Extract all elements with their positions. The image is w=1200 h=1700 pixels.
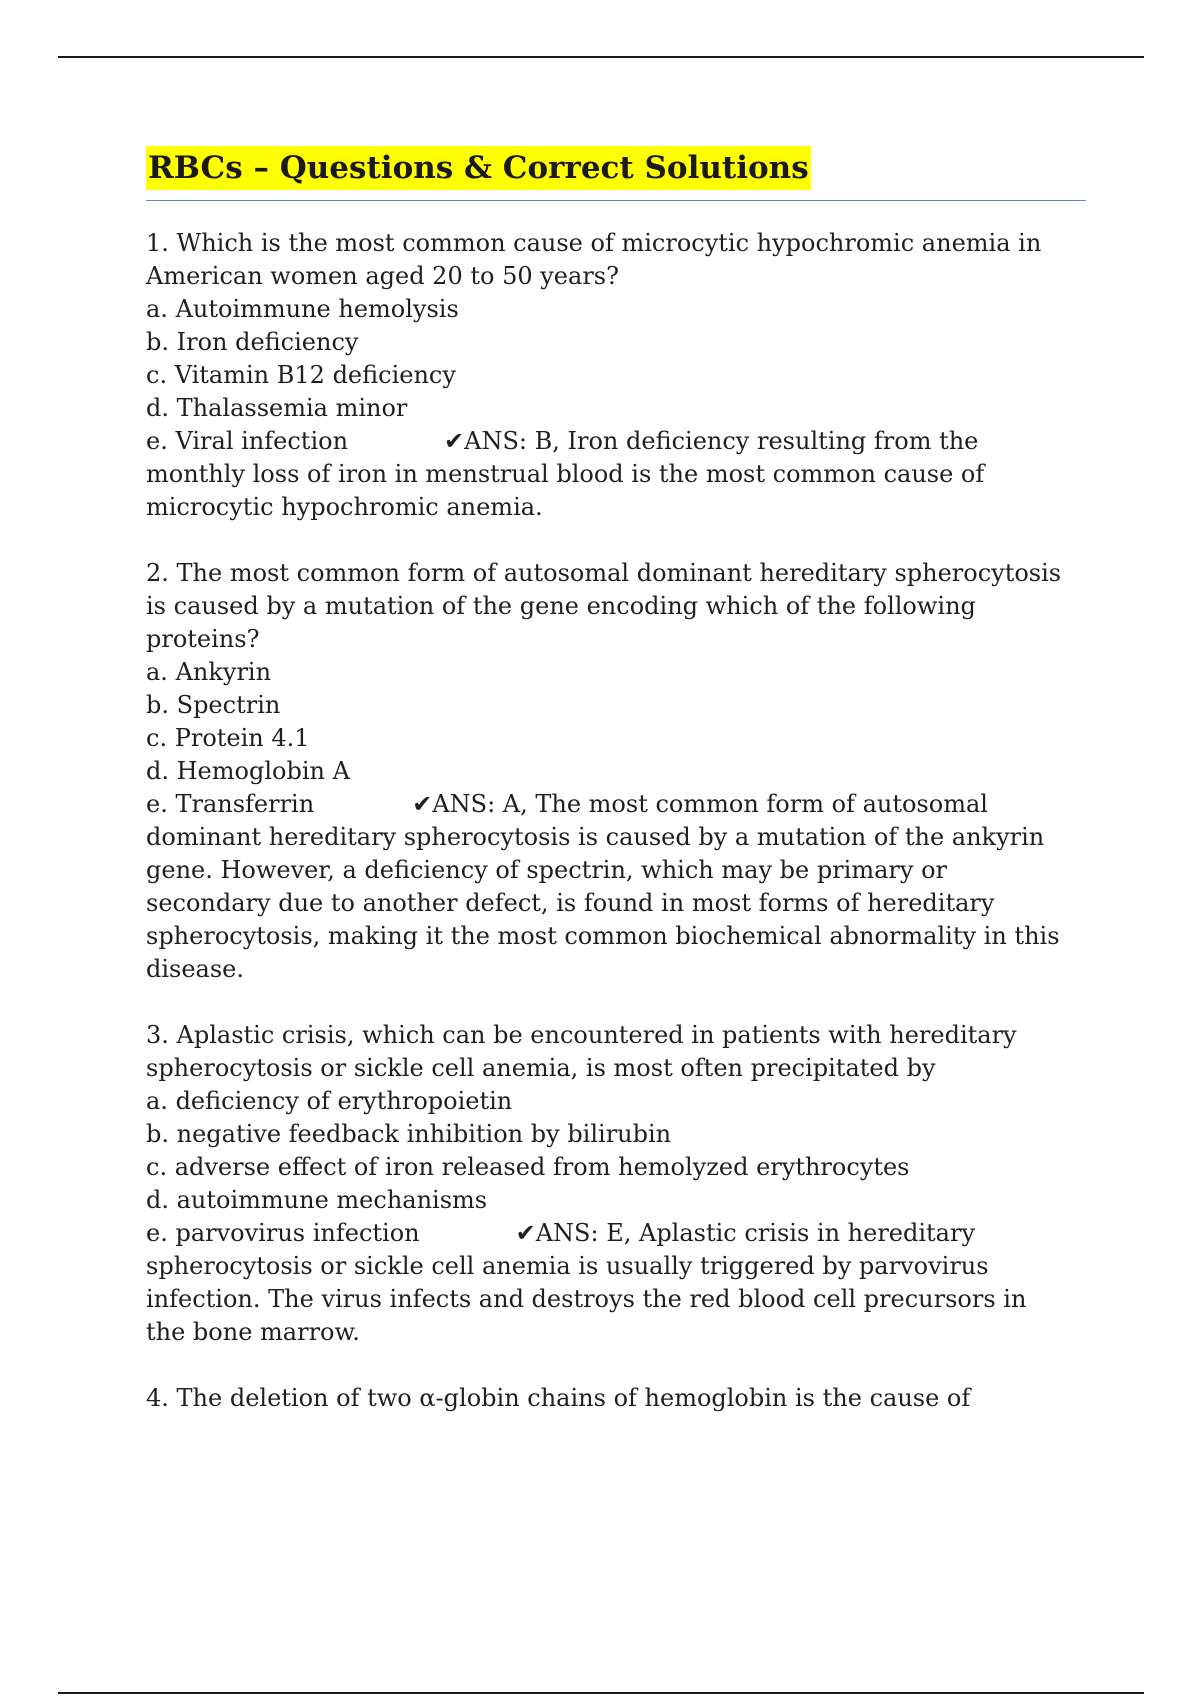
question-stem-line: proteins? [146,625,260,653]
answer-option: a. deficiency of erythropoietin [146,1087,513,1115]
answer-option: b. Spectrin [146,691,281,719]
answer-explanation-start: ✔ANS: E, Aplastic crisis in hereditary [515,1219,976,1247]
answer-explanation-line: dominant hereditary spherocytosis is caused by a mutation of the ankyrin [146,823,1045,851]
answer-explanation-line: spherocytosis or sickle cell anemia is usually triggered by parvovirus [146,1252,989,1280]
last-option-line [146,1217,1086,1250]
question-stem-line: 2. The most common form of autosomal dominant hereditary spherocytosis [146,559,1062,587]
title-block [146,146,1086,201]
answer-option: a. Autoimmune hemolysis [146,295,459,323]
question-4 [146,1382,1086,1415]
answer-explanation-line: infection. The virus infects and destroys the red blood cell precursors in [146,1285,1027,1313]
answer-explanation-start: ✔ANS: B, Iron deficiency resulting from the [444,427,979,455]
question-stem-line: is caused by a mutation of the gene encoding which of the following [146,592,976,620]
answer-option: d. Hemoglobin A [146,757,350,785]
answer-option: e. Viral infection [146,427,349,455]
answer-option: e. parvovirus infection [146,1219,420,1247]
last-option-line [146,788,1086,821]
page-title: RBCs – Questions & Correct Solutions [146,146,811,190]
answer-explanation-line: monthly loss of iron in menstrual blood is the most common cause of [146,460,985,488]
answer-explanation-start: ✔ANS: A, The most common form of autosomal [412,790,988,818]
answer-explanation-line: the bone marrow. [146,1318,360,1346]
answer-explanation-line: secondary due to another defect, is found in most forms of hereditary [146,889,995,917]
question-stem-line: 3. Aplastic crisis, which can be encountered in patients with hereditary [146,1021,1017,1049]
footer-rule [58,1692,1144,1694]
answer-explanation-line: spherocytosis, making it the most common biochemical abnormality in this [146,922,1060,950]
question-stem-line: 4. The deletion of two α-globin chains of hemoglobin is the cause of [146,1384,971,1412]
question-1 [146,227,1086,524]
answer-explanation-line: microcytic hypochromic anemia. [146,493,543,521]
answer-option: b. Iron deficiency [146,328,359,356]
answer-explanation-line: disease. [146,955,245,983]
question-stem-line: 1. Which is the most common cause of microcytic hypochromic anemia in [146,229,1042,257]
question-2 [146,557,1086,986]
document-body [146,146,1086,1448]
answer-option: c. Protein 4.1 [146,724,310,752]
answer-option: d. autoimmune mechanisms [146,1186,488,1214]
question-stem-line: spherocytosis or sickle cell anemia, is most often precipitated by [146,1054,936,1082]
header-rule [58,56,1144,58]
answer-option: b. negative feedback inhibition by bilirubin [146,1120,672,1148]
question-stem-line: American women aged 20 to 50 years? [146,262,619,290]
answer-option: c. Vitamin B12 deficiency [146,361,456,389]
answer-option: d. Thalassemia minor [146,394,408,422]
answer-option: e. Transferrin [146,790,315,818]
question-3 [146,1019,1086,1349]
answer-option: c. adverse effect of iron released from hemolyzed erythrocytes [146,1153,910,1181]
answer-option: a. Ankyrin [146,658,272,686]
answer-explanation-line: gene. However, a deficiency of spectrin, which may be primary or [146,856,947,884]
last-option-line [146,425,1086,458]
